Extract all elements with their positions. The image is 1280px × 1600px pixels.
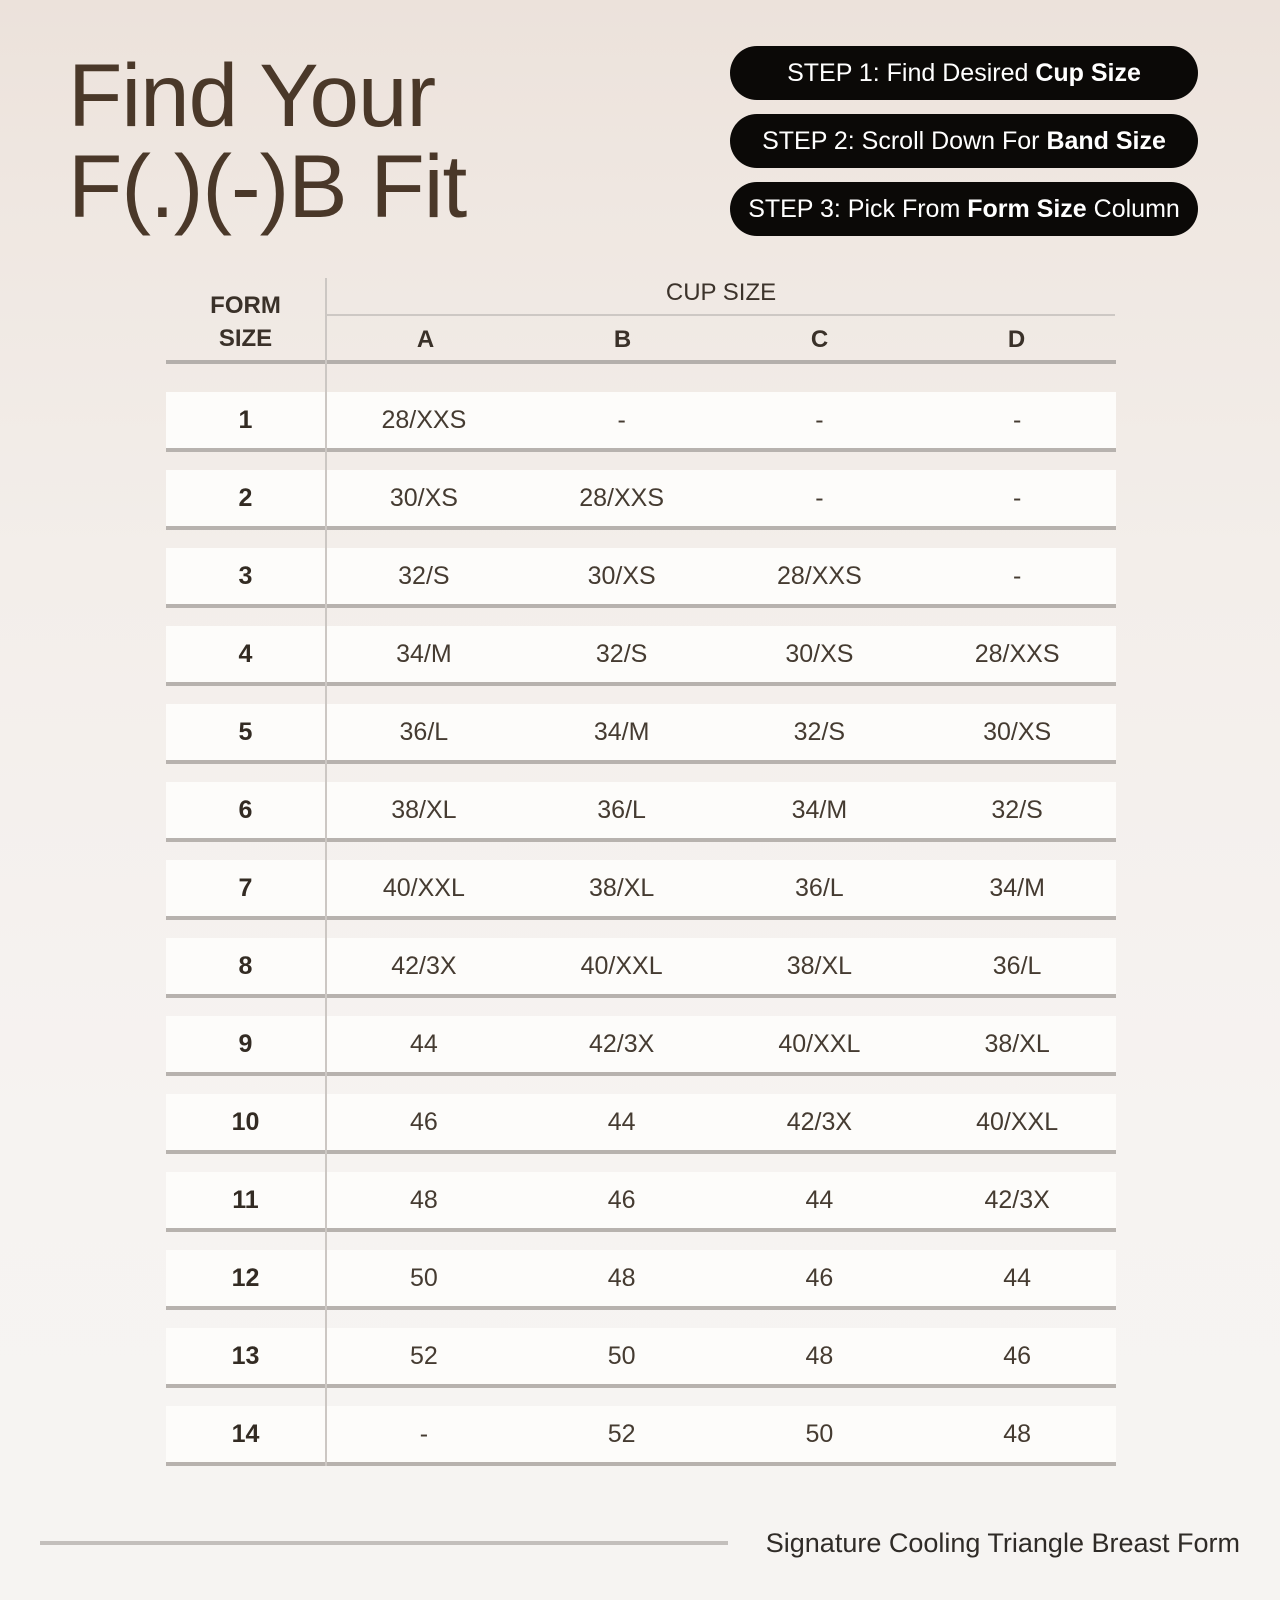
- step-1-bold-text: Cup Size: [1035, 58, 1141, 87]
- size-cell: 48: [607, 1263, 636, 1292]
- size-cell: 34/M: [396, 639, 452, 668]
- row-separator-line: [166, 1384, 1116, 1388]
- form-size-column-header: [166, 289, 325, 355]
- size-cell: 36/L: [992, 951, 1042, 980]
- column-header-b: B: [613, 326, 632, 353]
- size-cell: 46: [1003, 1341, 1032, 1370]
- size-cell: 40/XXL: [580, 951, 663, 980]
- size-cell: 32/S: [793, 717, 846, 746]
- row-separator-line: [166, 1228, 1116, 1232]
- page-title-line2: F(.)(-)B Fit: [68, 136, 467, 236]
- step-3-text: STEP 3: Pick From: [748, 194, 968, 223]
- row-separator-line: [166, 1306, 1116, 1310]
- size-cell: 34/M: [791, 795, 848, 824]
- size-cell: -: [419, 1419, 429, 1448]
- size-cell: 40/XXL: [382, 873, 465, 902]
- footer-product-name: Signature Cooling Triangle Breast Form: [765, 1528, 1240, 1558]
- size-cell: -: [815, 405, 824, 434]
- size-cell: 46: [607, 1185, 636, 1214]
- form-size-cell: 11: [232, 1185, 259, 1214]
- table-row: [166, 1250, 1116, 1310]
- table-row: [166, 470, 1116, 530]
- size-cell: 44: [1003, 1263, 1032, 1292]
- step-2-bold-text: Band Size: [1046, 126, 1166, 155]
- size-cell: 50: [409, 1263, 438, 1292]
- size-cell: 28/XXS: [381, 405, 467, 434]
- table-row: [166, 704, 1116, 764]
- form-size-header-line1: FORM: [210, 292, 281, 319]
- table-row-band: [166, 1016, 1116, 1072]
- size-cell: -: [1012, 483, 1022, 512]
- size-cell: 36/L: [795, 873, 844, 902]
- cup-size-underline: [327, 314, 1115, 316]
- form-size-cell: 4: [238, 639, 253, 668]
- table-rows: [166, 392, 1116, 1484]
- table-row-band: [166, 548, 1116, 604]
- size-cell: 28/XXS: [579, 483, 665, 512]
- row-separator-line: [166, 916, 1116, 920]
- row-separator-line: [166, 682, 1116, 686]
- table-row-band: [166, 704, 1116, 760]
- size-cell: 30/XS: [389, 483, 458, 512]
- step-3-suffix: Column: [1086, 194, 1180, 223]
- form-size-cell: 3: [238, 561, 253, 590]
- form-size-cell: 14: [231, 1419, 260, 1448]
- table-row-band: [166, 782, 1116, 838]
- table-row-band: [166, 392, 1116, 448]
- size-cell: -: [1012, 561, 1022, 590]
- size-cell: 38/XL: [391, 795, 457, 824]
- table-row-band: [166, 1250, 1116, 1306]
- size-cell: 48: [805, 1341, 834, 1370]
- step-1-text: STEP 1: Find Desired: [787, 58, 1036, 87]
- size-cell: 38/XL: [984, 1029, 1050, 1058]
- table-row-band: [166, 470, 1116, 526]
- size-cell: 32/S: [991, 795, 1043, 824]
- column-divider-line: [325, 278, 327, 1466]
- size-cell: 42/3X: [391, 951, 457, 980]
- table-row: [166, 860, 1116, 920]
- form-size-cell: 12: [231, 1263, 260, 1292]
- size-cell: 32/S: [398, 561, 450, 590]
- size-cell: 32/S: [595, 639, 648, 668]
- table-row: [166, 1406, 1116, 1466]
- footer-divider-line: [40, 1541, 728, 1545]
- size-cell: 46: [409, 1107, 438, 1136]
- step-instructions: [730, 46, 1198, 250]
- size-cell: -: [815, 483, 824, 512]
- table-row: [166, 548, 1116, 608]
- form-size-cell: 13: [231, 1341, 260, 1370]
- size-cell: 40/XXL: [778, 1029, 861, 1058]
- size-cell: 50: [607, 1341, 636, 1370]
- table-row-band: [166, 626, 1116, 682]
- row-separator-line: [166, 1462, 1116, 1466]
- step-3-pill: [730, 182, 1198, 236]
- table-row: [166, 1094, 1116, 1154]
- table-row: [166, 1328, 1116, 1388]
- table-row-band: [166, 1094, 1116, 1150]
- size-cell: 42/3X: [588, 1029, 655, 1058]
- step-2-pill: [730, 114, 1198, 168]
- table-row: [166, 392, 1116, 452]
- table-row: [166, 1016, 1116, 1076]
- table-row: [166, 626, 1116, 686]
- cup-size-group-header: CUP SIZE: [665, 279, 777, 306]
- size-cell: 44: [607, 1107, 636, 1136]
- cup-size-column-headers: [327, 326, 1115, 354]
- page-title-line1: Find Your: [68, 45, 436, 145]
- step-2-text: STEP 2: Scroll Down For: [762, 126, 1047, 155]
- size-cell: 42/3X: [984, 1185, 1050, 1214]
- size-cell: -: [617, 405, 626, 434]
- size-cell: 40/XXL: [976, 1107, 1059, 1136]
- row-separator-line: [166, 1150, 1116, 1154]
- step-3-bold-text: Form Size: [967, 194, 1087, 223]
- size-cell: 28/XXS: [974, 639, 1060, 668]
- size-cell: 30/XS: [983, 717, 1052, 746]
- form-size-cell: 5: [238, 717, 253, 746]
- column-header-c: C: [810, 326, 829, 353]
- table-row: [166, 782, 1116, 842]
- row-separator-line: [166, 760, 1116, 764]
- size-cell: 44: [409, 1029, 438, 1058]
- size-cell: 30/XS: [587, 561, 656, 590]
- size-cell: 38/XL: [588, 873, 655, 902]
- form-size-cell: 7: [238, 873, 253, 902]
- size-cell: 36/L: [597, 795, 646, 824]
- size-cell: 50: [805, 1419, 834, 1448]
- table-row-band: [166, 1172, 1116, 1228]
- table-row-band: [166, 1328, 1116, 1384]
- table-header-divider: [166, 360, 1116, 364]
- row-separator-line: [166, 994, 1116, 998]
- size-cell: 34/M: [989, 873, 1045, 902]
- form-size-cell: 10: [231, 1107, 260, 1136]
- size-cell: 28/XXS: [776, 561, 862, 590]
- table-row-band: [166, 860, 1116, 916]
- size-cell: 46: [805, 1263, 834, 1292]
- size-cell: 44: [805, 1185, 834, 1214]
- column-header-d: D: [1007, 326, 1026, 353]
- table-row-band: [166, 938, 1116, 994]
- row-separator-line: [166, 838, 1116, 842]
- form-size-cell: 9: [238, 1029, 253, 1058]
- size-cell: 38/XL: [786, 951, 853, 980]
- form-size-cell: 1: [238, 405, 253, 434]
- row-separator-line: [166, 1072, 1116, 1076]
- size-cell: 48: [1003, 1419, 1032, 1448]
- table-row: [166, 938, 1116, 998]
- size-cell: -: [1012, 405, 1022, 434]
- table-row: [166, 1172, 1116, 1232]
- row-separator-line: [166, 604, 1116, 608]
- row-separator-line: [166, 526, 1116, 530]
- step-1-pill: [730, 46, 1198, 100]
- form-size-header-line2: SIZE: [218, 325, 273, 352]
- size-cell: 30/XS: [785, 639, 854, 668]
- form-size-cell: 2: [238, 483, 253, 512]
- size-cell: 36/L: [399, 717, 449, 746]
- size-cell: 52: [409, 1341, 438, 1370]
- size-cell: 34/M: [593, 717, 650, 746]
- size-cell: 42/3X: [786, 1107, 853, 1136]
- table-row-band: [166, 1406, 1116, 1462]
- size-cell: 48: [409, 1185, 438, 1214]
- form-size-cell: 6: [238, 795, 253, 824]
- row-separator-line: [166, 448, 1116, 452]
- form-size-cell: 8: [238, 951, 253, 980]
- page-title: [68, 45, 467, 236]
- size-cell: 52: [607, 1419, 636, 1448]
- column-header-a: A: [416, 326, 435, 353]
